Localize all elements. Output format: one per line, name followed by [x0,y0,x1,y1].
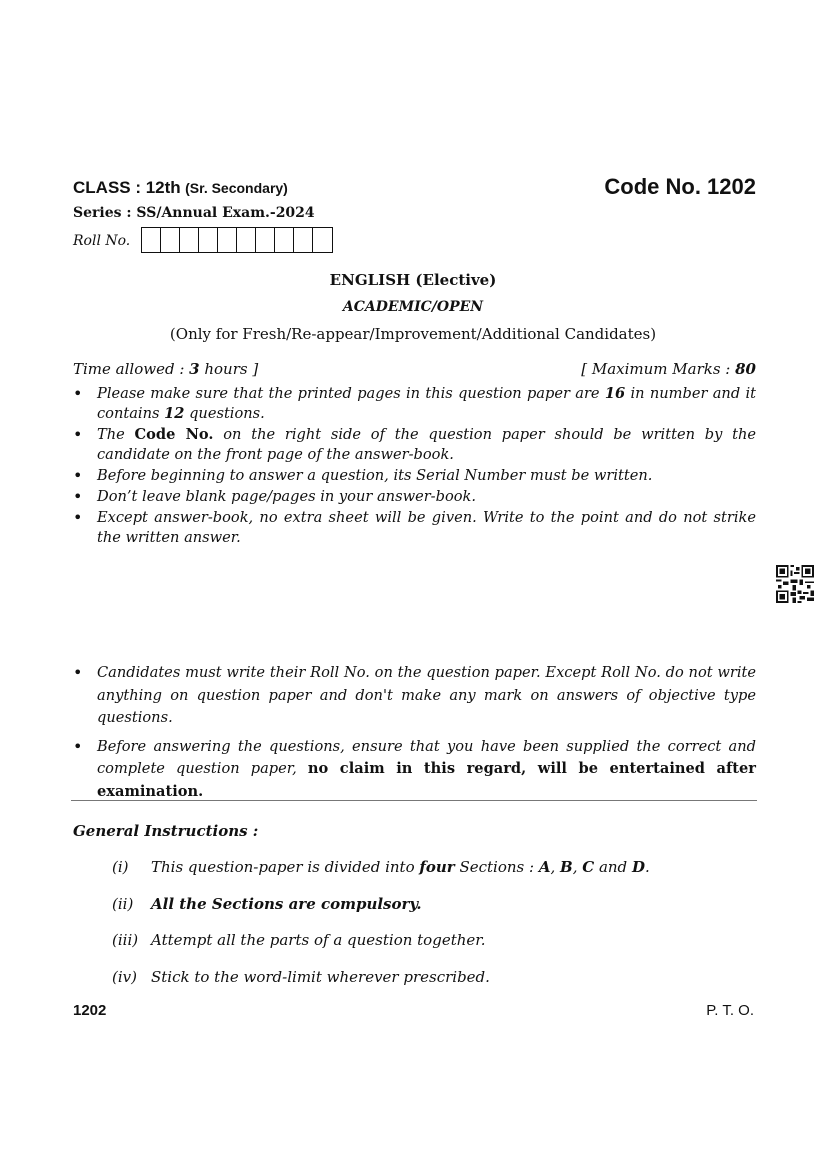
time-value: 3 [189,360,200,378]
footer-code: 1202 [73,1002,107,1019]
maximum-marks: [ Maximum Marks : 80 [581,360,756,378]
qr-code-icon [776,565,814,603]
class-line [73,178,288,198]
roll-no-box[interactable] [237,228,256,252]
instruction-item: • Please make sure that the printed pages in this question paper are 16 in number and it contains 12 questions. [73,384,756,424]
roll-no-label: Roll No. [73,233,131,249]
general-instruction-item: (iii) Attempt all the parts of a question together. [112,931,486,949]
page-turn-over: P. T. O. [706,1002,754,1019]
roll-no-box[interactable] [142,228,161,252]
class-sub: (Sr. Secondary) [185,180,288,196]
candidates-note: (Only for Fresh/Re-appear/Improvement/Additional Candidates) [169,325,657,343]
roll-no-box[interactable] [180,228,199,252]
general-instruction-item: (i) This question-paper is divided into four Sections : A, B, C and D. [112,858,650,876]
instruction-item: • Before answering the questions, ensure that you have been supplied the correct and complete question paper, no claim in this regard, will be entertained after examination. [73,736,756,804]
subject-title: ENGLISH (Elective) [329,271,497,289]
general-instructions-title: General Instructions : [73,822,259,840]
series-line: Series : SS/Annual Exam.-2024 [73,205,315,221]
roll-no-box[interactable] [294,228,313,252]
instructions-list-top [73,384,756,549]
instruction-item: • Don’t leave blank page/pages in your answer-book. [73,487,756,507]
roll-no-box[interactable] [256,228,275,252]
roll-no-box[interactable] [313,228,332,252]
marks-value: 80 [735,360,756,378]
class-label: CLASS : 12th [73,178,181,197]
instruction-item: • Before beginning to answer a question, its Serial Number must be written. [73,466,756,486]
roll-no-box[interactable] [199,228,218,252]
general-instruction-item: (ii) All the Sections are compulsory. [112,895,422,913]
code-number: Code No. 1202 [604,174,756,199]
general-instruction-item: (iv) Stick to the word-limit wherever prescribed. [112,968,490,986]
time-allowed: Time allowed : 3 hours ] [73,360,259,378]
stream-title: ACADEMIC/OPEN [342,299,484,315]
instructions-list-bottom [73,662,756,809]
roll-no-boxes[interactable] [141,227,333,253]
roll-no-box[interactable] [161,228,180,252]
instruction-item: • Except answer-book, no extra sheet will be given. Write to the point and do not strike the written answer. [73,508,756,548]
instruction-item: • The Code No. on the right side of the question paper should be written by the candidate on the front page of the answer-book. [73,425,756,465]
roll-no-box[interactable] [218,228,237,252]
instruction-item: • Candidates must write their Roll No. on the question paper. Except Roll No. do not write anything on question paper and don't make any mark on answers of objective type questions. [73,662,756,730]
divider [71,800,757,801]
roll-no-box[interactable] [275,228,294,252]
